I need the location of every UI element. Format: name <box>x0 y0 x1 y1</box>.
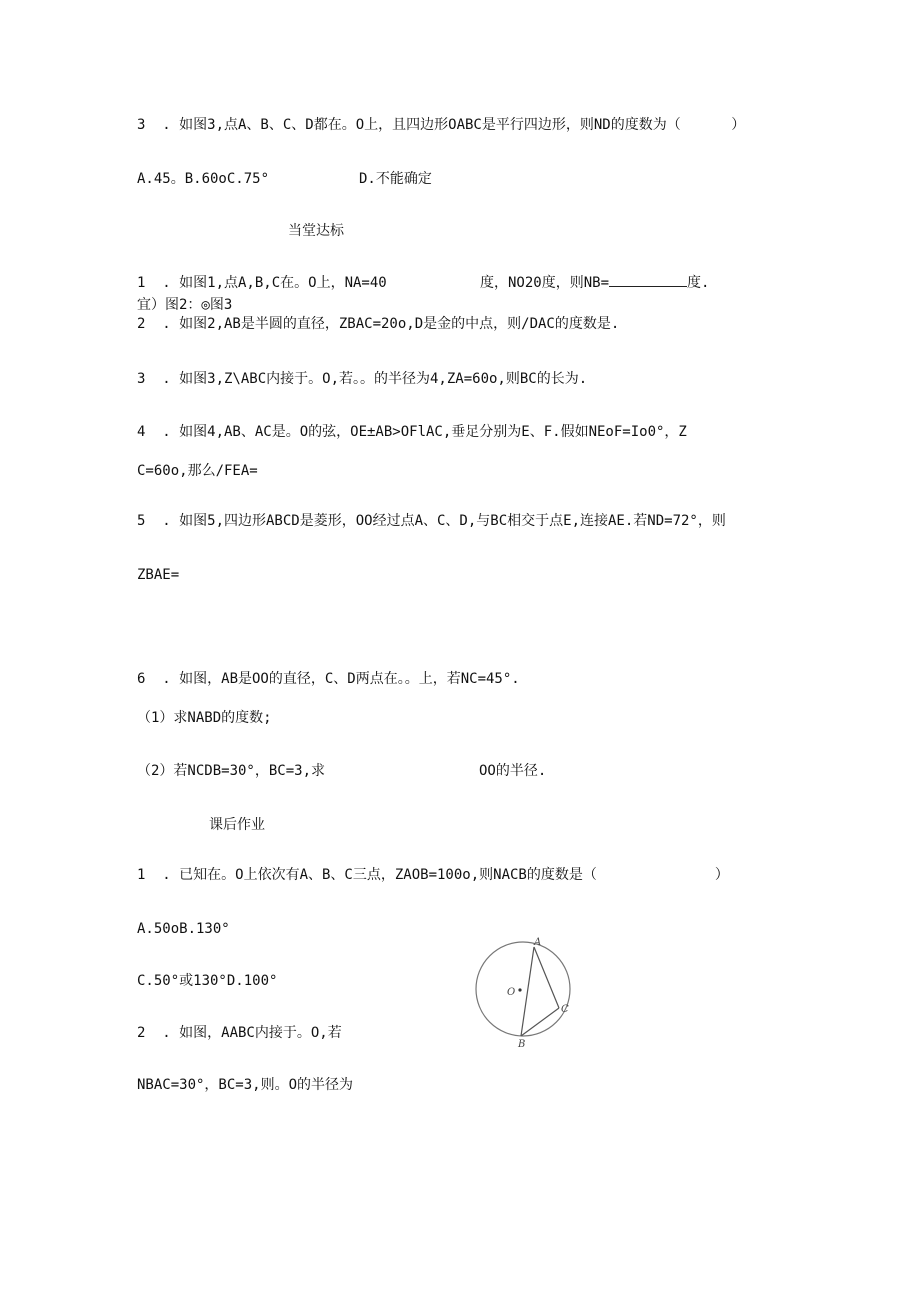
pre-q3-options-abc: A.45。B.60oC.75° <box>137 171 270 187</box>
pre-q3-option-d: D.不能确定 <box>359 171 432 187</box>
class-q6: 6 . 如图，AB是OO的直径，C、D两点在。。上，若NC=45°. <box>137 671 520 687</box>
class-q4-line1: 4 . 如图4,AB、AC是。O的弦，OE±AB>OFlAC,垂足分别为E、F.假如NEoF=Io0°，Z <box>137 424 687 440</box>
class-q4-line2: C=60o,那么/FEA= <box>137 463 258 479</box>
homework-q1: 1 . 已知在。O上依次有A、B、C三点，ZAOB=100o,则NACB的度数是（ ） <box>137 867 729 883</box>
section-title-homework: 课后作业 <box>209 817 265 833</box>
center-point <box>518 988 521 991</box>
class-q6-sub2-part1: （2）若NCDB=30°，BC=3,求 <box>137 763 326 779</box>
circle-triangle-figure <box>470 936 582 1048</box>
section-title-class: 当堂达标 <box>288 223 344 239</box>
class-q5-line2: ZBAE= <box>137 567 180 583</box>
pre-q3: 3 . 如图3,点A、B、C、D都在。O上，且四边形OABC是平行四边形，则ND的度数为（ ） <box>137 117 746 133</box>
homework-q1-options-1: A.50oB.130° <box>137 921 230 937</box>
class-q1-part1: 1 . 如图1,点A,B,C在。O上，NA=40 <box>137 275 387 291</box>
class-q6-sub2-part2: OO的半径. <box>479 763 547 779</box>
class-q5-line1: 5 . 如图5,四边形ABCD是菱形，OO经过点A、C、D,与BC相交于点E,连接AE.若ND=72°，则 <box>137 513 726 529</box>
class-q1-part2 <box>480 274 709 292</box>
class-q1-figure-ref: 宜）图2：◎图3 <box>137 297 233 313</box>
label-b: B <box>518 1039 526 1048</box>
class-q2: 2 . 如图2,AB是半圆的直径，ZBAC=20o,D是金的中点，则/DAC的度数是. <box>137 316 620 332</box>
segment-ab <box>521 947 534 1036</box>
label-c: C <box>561 1004 569 1015</box>
class-q3: 3 . 如图3,Z\ABC内接于。O,若。。的半径为4,ZA=60o,则BC的长为. <box>137 371 588 387</box>
class-q1-end: 度. <box>687 275 710 291</box>
homework-q1-options-2: C.50°或130°D.100° <box>137 973 278 989</box>
answer-blank[interactable] <box>609 274 687 287</box>
label-a: A <box>534 937 542 948</box>
label-o: O <box>507 987 516 998</box>
homework-q2-line1: 2 . 如图，AABC内接于。O,若 <box>137 1025 342 1041</box>
segment-ac <box>534 947 559 1008</box>
homework-q2-line2: NBAC=30°，BC=3,则。O的半径为 <box>137 1077 354 1093</box>
segment-bc <box>521 1008 559 1036</box>
class-q6-sub1: （1）求NABD的度数; <box>137 710 272 726</box>
class-q1-mid: 度，NO20度，则NB= <box>480 275 610 291</box>
